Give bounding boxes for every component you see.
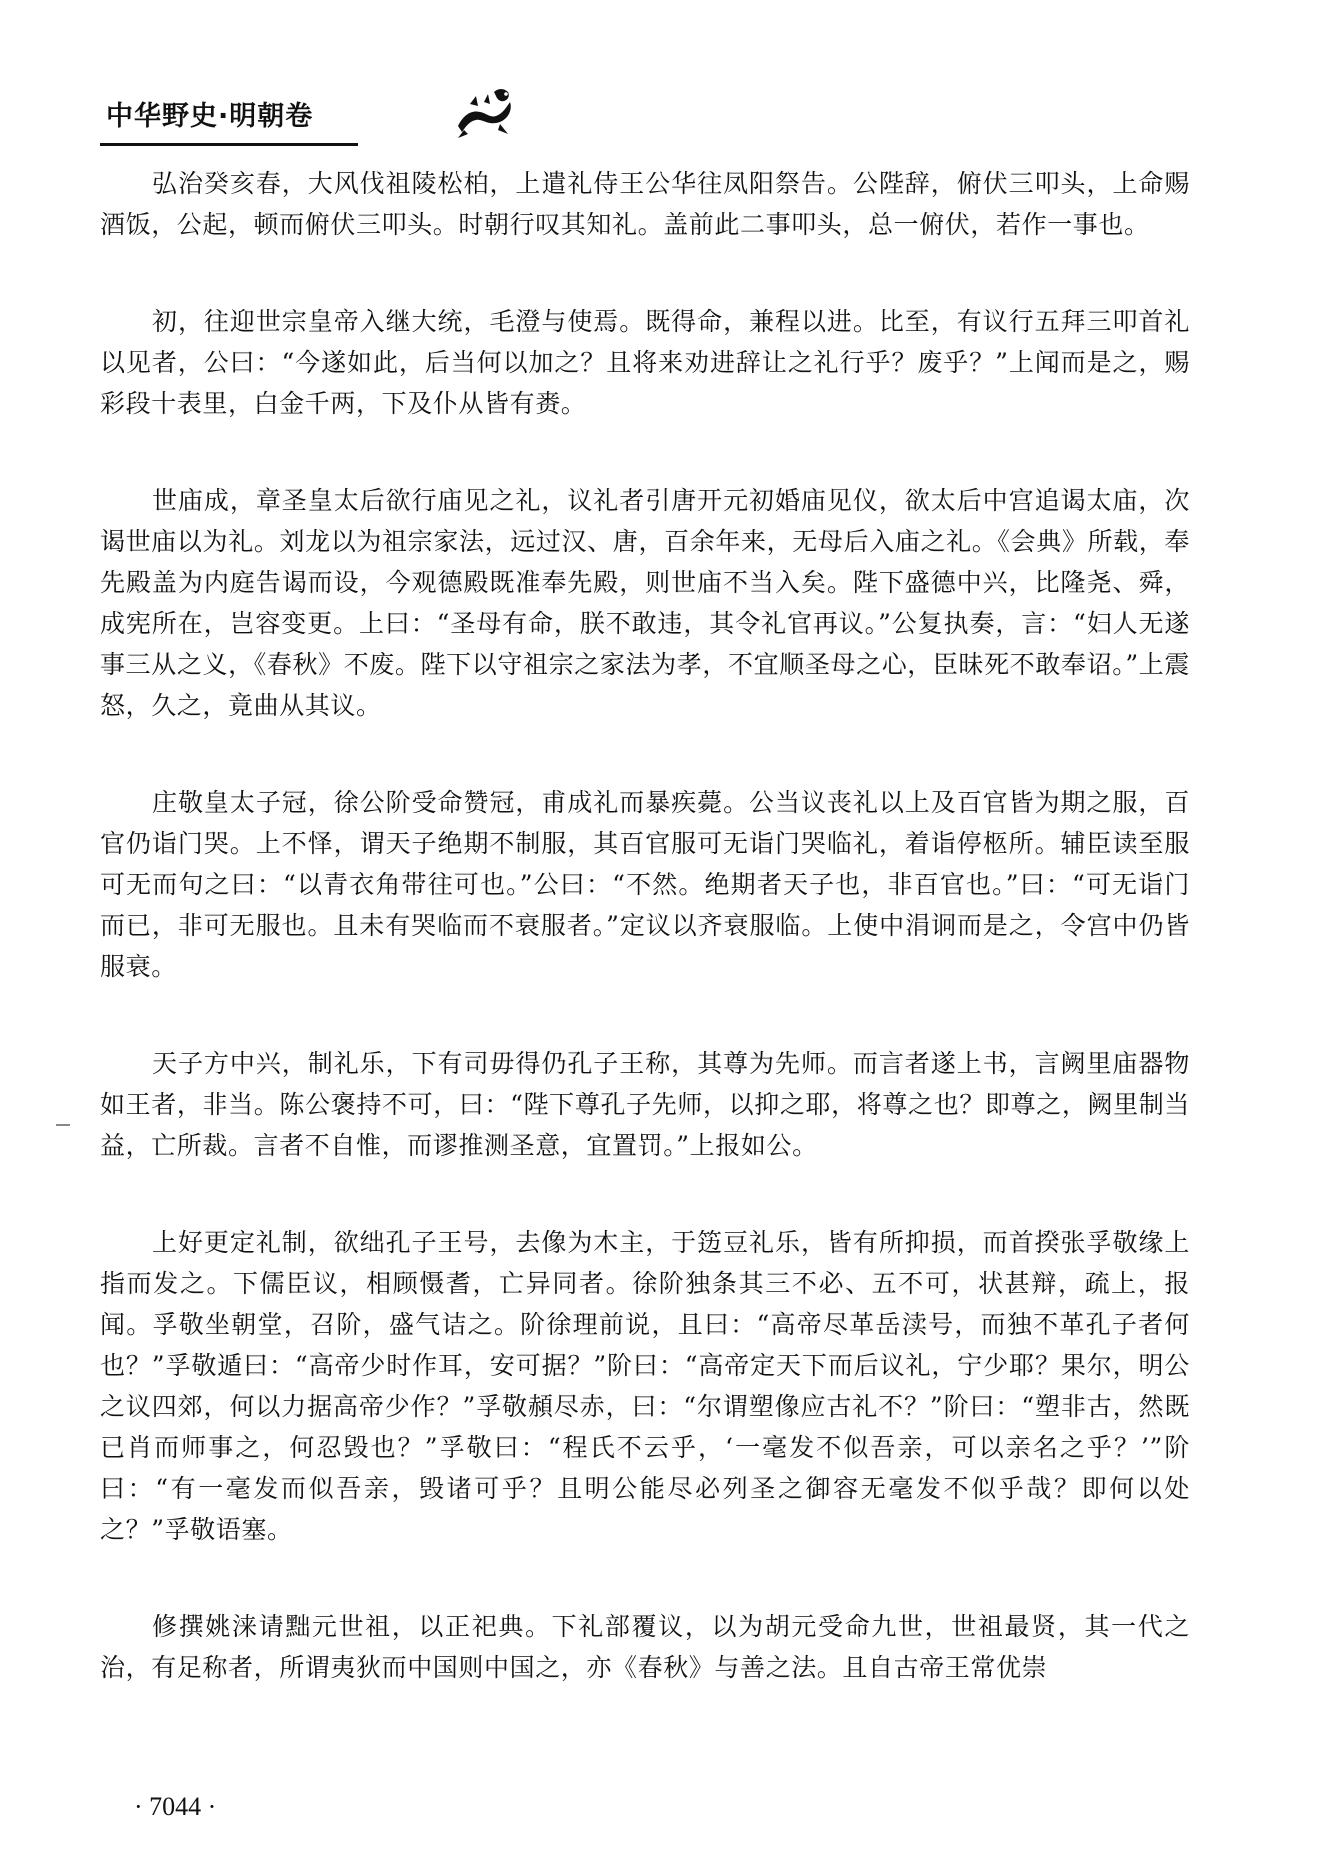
- paragraph: 上好更定礼制，欲绌孔子王号，去像为木主，于笾豆礼乐，皆有所抑损，而首揆张孚敬缘上指而发之。下儒臣议，相顾慑耆，亡异同者。徐阶独条其三不必、五不可，状甚辩，疏上，报闻。孚敬坐朝堂，召阶，盛气诘之。阶徐理前说，且曰：“高帝尽革岳渎号，而独不革孔子者何也？”孚敬遁曰：“高帝少时作耳，安可据？”阶曰：“高帝定天下而后议礼，宁少耶？果尔，明公之议四郊，何以力据高帝少作？”孚敬頳尽赤，曰：“尔谓塑像应古礼不？”阶曰：“塑非古，然既已肖而师事之，何忍毁也？”孚敬曰：“程氏不云乎，‘一毫发不似吾亲，可以亲名之乎？’”阶曰：“有一毫发而似吾亲，毁诸可乎？且明公能尽必列圣之御容无毫发不似乎哉？即何以处之？”孚敬语塞。: [100, 1228, 1190, 1544]
- dragon-icon: [450, 84, 520, 140]
- page-number: · 7044 ·: [134, 1792, 217, 1821]
- paragraph: 弘治癸亥春，大风伐祖陵松柏，上遣礼侍王公华往凤阳祭告。公陛辞，俯伏三叩头，上命赐酒饭，公起，顿而俯伏三叩头。时朝行叹其知礼。盖前此二事叩头，总一俯伏，若作一事也。: [100, 169, 1190, 239]
- running-header: [100, 88, 1190, 148]
- paragraph: 庄敬皇太子冠，徐公阶受命赞冠，甫成礼而暴疾薨。公当议丧礼以上及百官皆为期之服，百官仍诣门哭。上不怿，谓天子绝期不制服，其百官服可无诣门哭临礼，着诣停柩所。辅臣读至服可无而句之曰：“以青衣角带往可也。”公曰：“不然。绝期者天子也，非百官也。”曰：“可无诣门而已，非可无服也。且未有哭临而不衰服者。”定议以齐衰服临。上使中涓诇而是之，令宫中仍皆服衰。: [100, 788, 1190, 981]
- paragraph: 世庙成，章圣皇太后欲行庙见之礼，议礼者引唐开元初婚庙见仪，欲太后中宫追谒太庙，次谒世庙以为礼。刘龙以为祖宗家法，远过汉、唐，百余年来，无母后入庙之礼。《会典》所载，奉先殿盖为内庭告谒而设，今观德殿既准奉先殿，则世庙不当入矣。陛下盛德中兴，比隆尧、舜，成宪所在，岂容变更。上曰：“圣母有命，朕不敢违，其令礼官再议。”公复执奏，言：“妇人无遂事三从之义，《春秋》不废。陛下以守祖宗之家法为孝，不宜顺圣母之心，臣昧死不敢奉诏。”上震怒，久之，竟曲从其议。: [100, 486, 1190, 720]
- margin-mark: [56, 1124, 70, 1126]
- paragraph: 修撰姚涞请黜元世祖，以正祀典。下礼部覆议，以为胡元受命九世，世祖最贤，其一代之治，有足称者，所谓夷狄而中国则中国之，亦《春秋》与善之法。且自古帝王常优崇: [100, 1612, 1190, 1682]
- paragraph: 天子方中兴，制礼乐，下有司毋得仍孔子王称，其尊为先师。而言者遂上书，言阙里庙器物如王者，非当。陈公褒持不可，曰：“陛下尊孔子先师，以抑之耶，将尊之也？即尊之，阙里制当益，亡所裁。言者不自惟，而谬推测圣意，宜置罚。”上报如公。: [100, 1049, 1190, 1160]
- header-divider: [100, 143, 358, 146]
- running-header-title: 中华野史·明朝卷: [106, 101, 314, 132]
- paragraph: 初，往迎世宗皇帝入继大统，毛澄与使焉。既得命，兼程以进。比至，有议行五拜三叩首礼以见者，公曰：“今遂如此，后当何以加之？且将来劝进辞让之礼行乎？废乎？”上闻而是之，赐彩段十表里，白金千两，下及仆从皆有赉。: [100, 307, 1190, 418]
- body-text: [100, 163, 1190, 1688]
